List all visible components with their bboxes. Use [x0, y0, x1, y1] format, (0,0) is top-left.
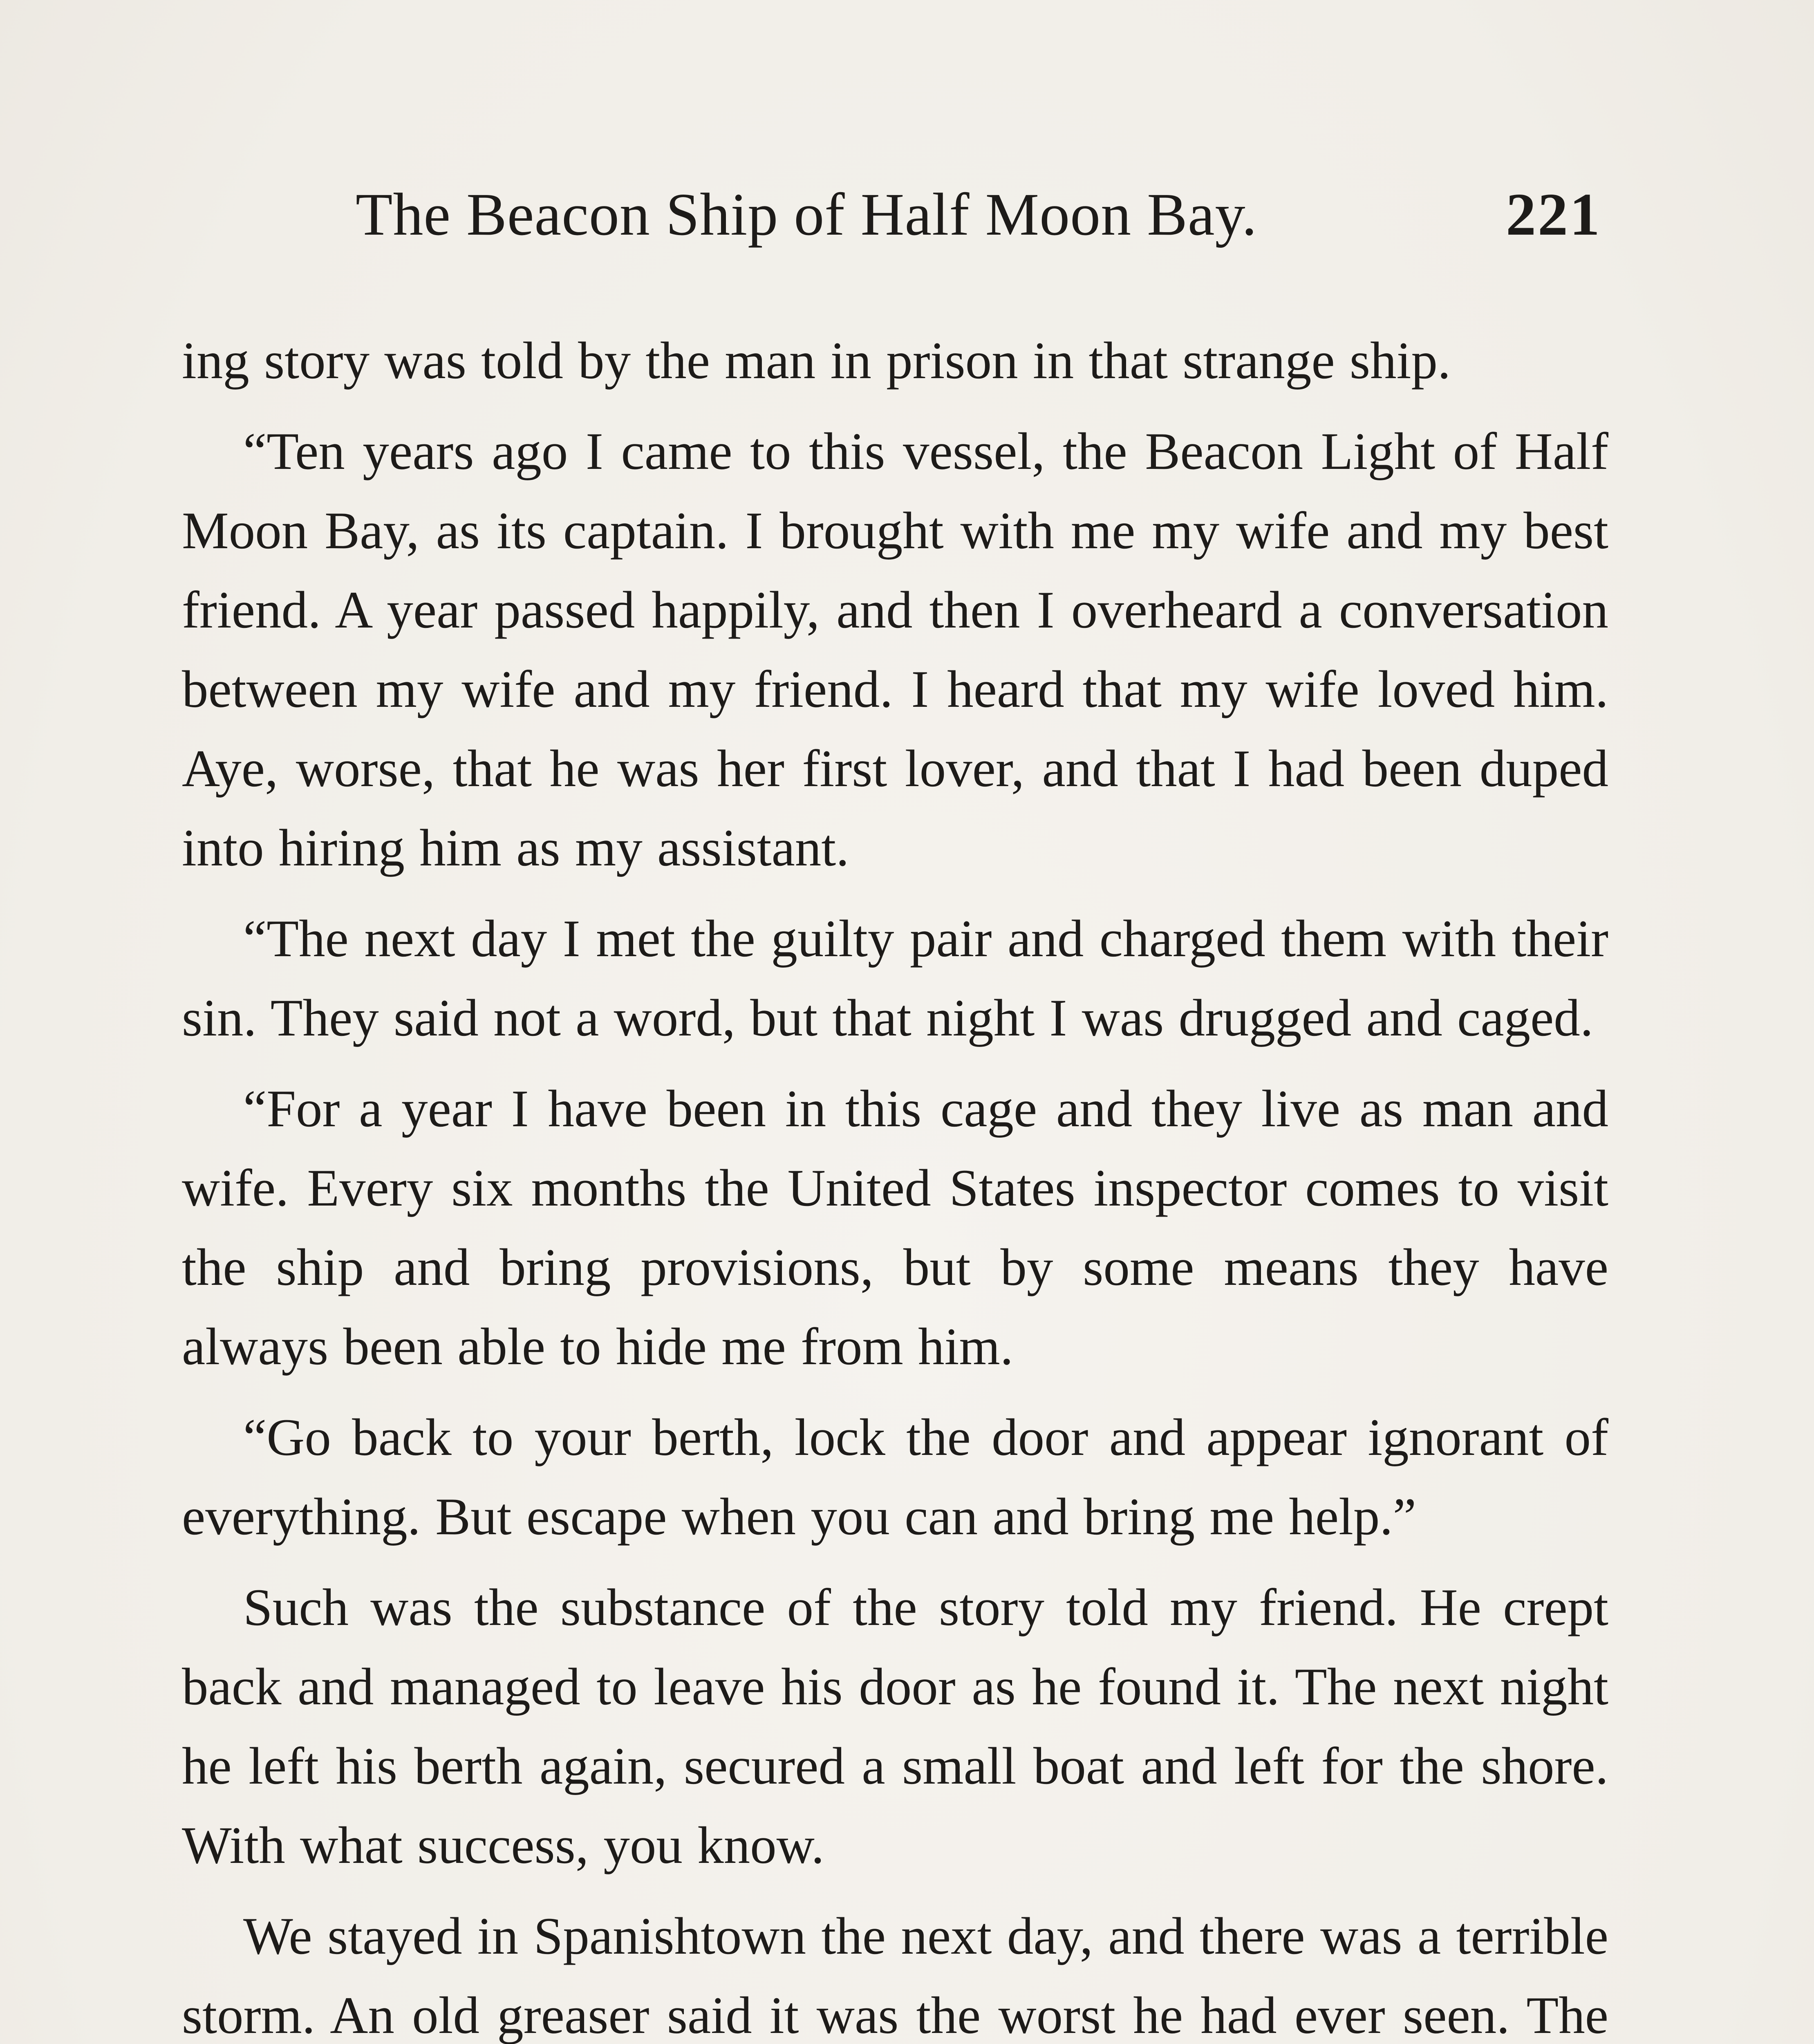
running-title: The Beacon Ship of Half Moon Bay.: [356, 181, 1257, 248]
paragraph-3: “The next day I met the guilty pair and charged them with their sin. They said not a word, but that night I was drugged and caged.: [182, 909, 1608, 1047]
paragraph-7: We stayed in Spanishtown the next day, and there was a terrible storm. An old greaser said it was the worst he had ever seen. The: [182, 1907, 1608, 2044]
running-head: [356, 174, 1601, 256]
body-text: [182, 321, 1608, 2044]
paragraph-6: Such was the substance of the story told my friend. He crept back and managed to leave his door as he found it. The next night he left his berth again, secured a small boat and left for the shore. With what success, you know.: [182, 1578, 1608, 1874]
paragraph-2: “Ten years ago I came to this vessel, the Beacon Light of Half Moon Bay, as its captain. I brought with me my wife and my best friend. A year passed happily, and then I overheard a conversation between my wife and my friend. I heard that my wife loved him. Aye, worse, that he was her first lover, and that I had been duped into hiring him as my assistant.: [182, 422, 1608, 877]
paragraph-1: ing story was told by the man in prison in that strange ship.: [182, 331, 1451, 390]
page-number: 221: [1506, 181, 1601, 248]
paragraph-4: “For a year I have been in this cage and they live as man and wife. Every six months the United States inspector comes to visit the ship and bring provisions, but by some means they have always been able to hide me from him.: [182, 1079, 1608, 1376]
paragraph-5: “Go back to your berth, lock the door and appear ignorant of everything. But escape when you can and bring me help.”: [182, 1408, 1608, 1546]
